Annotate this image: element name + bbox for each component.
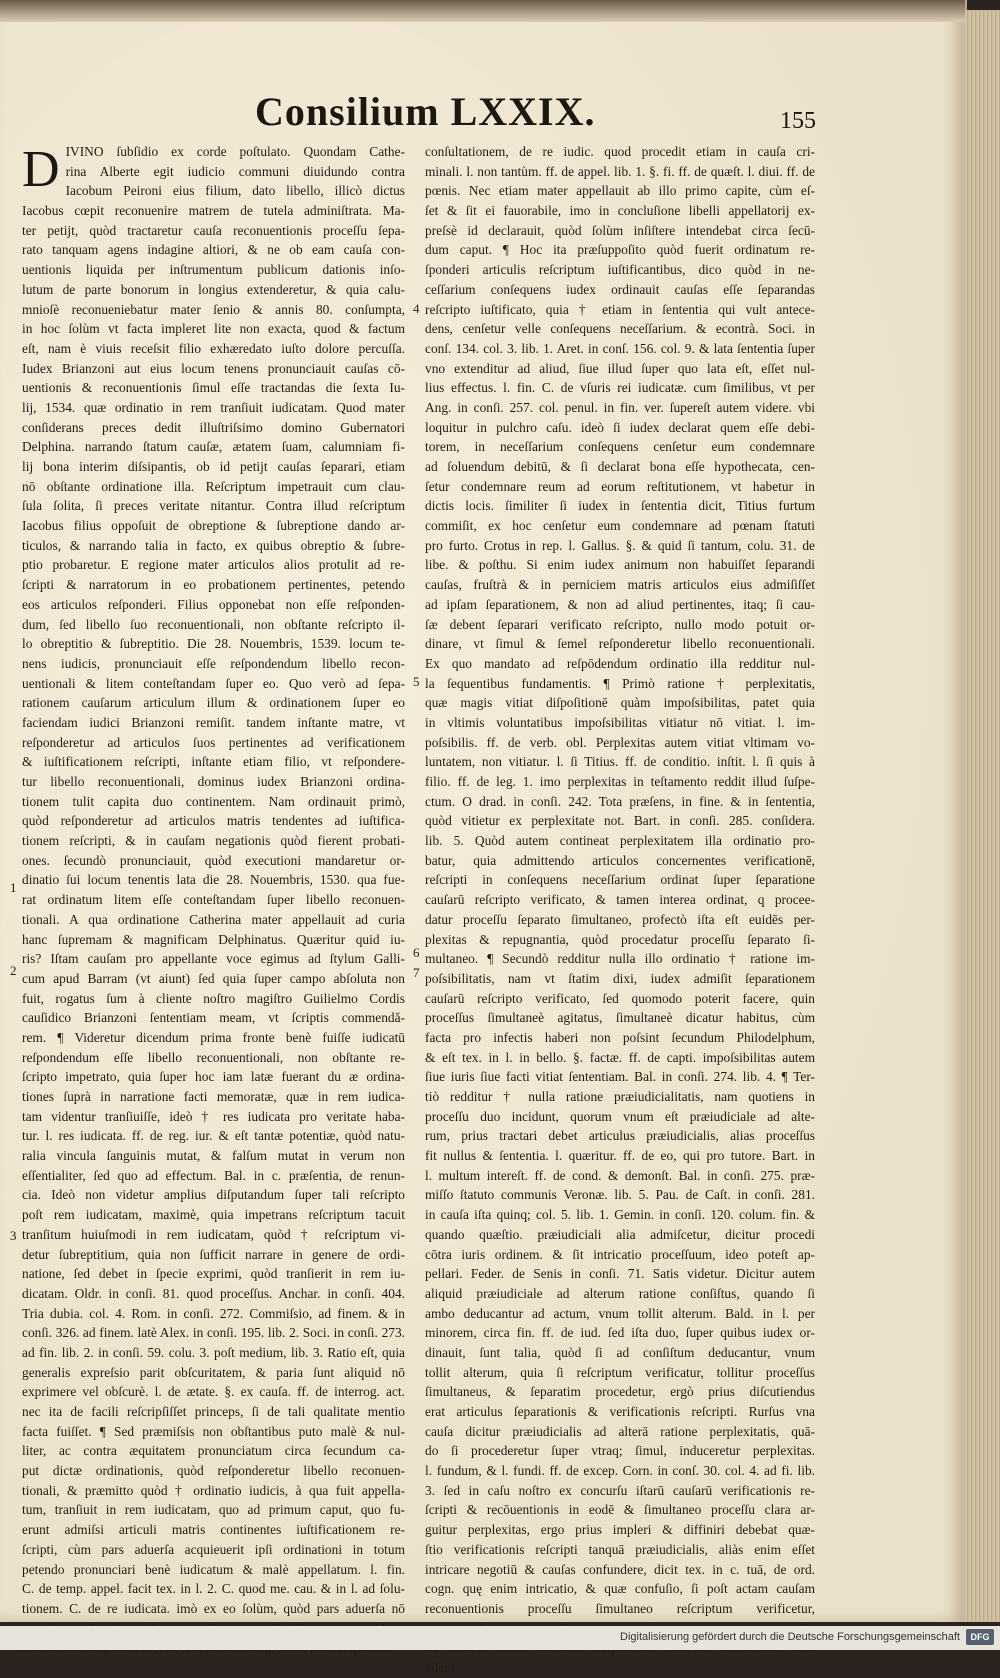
left-column-line: lo obreptitio & ſubreptitio. Die 28. Nouembris, 1539. locum te- <box>22 636 405 652</box>
left-column-line: eos articulos reſponderi. Filius opponebat non eſſe reſponden- <box>22 596 405 612</box>
right-column-line: intricare negotiū & cauſas confundere, dicit tex. in c. tuā, de ord. <box>425 1561 815 1577</box>
left-column-line: cauſidico Brianzoni ſententiam meam, vt ſcriptis commendă- <box>22 1010 405 1026</box>
right-column-line: plexitas & repugnantia, quòd procedatur proceſſu ſeparato ſi- <box>425 931 815 947</box>
left-column-line: put dictæ ordinationis, quòd reſponderetur libello reconuen- <box>22 1463 405 1479</box>
right-column-line: cauſas, fruſtrà & in perniciem matris articulos eius admiſiſſet <box>425 577 815 593</box>
right-column-line: cauſarū reſcripto verificato, & tamen interea ordinat, q procee- <box>425 892 815 908</box>
right-column-line: ſæ debent ſeparari verificato reſcripto, nullo modo potuit or- <box>425 616 815 632</box>
left-column <box>22 142 405 1658</box>
left-column-line: natione, ſed debet in ſpecie exprimi, quòd tranſierit in rem iu- <box>22 1266 405 1282</box>
left-column-line: Iacobus filius oppoſuit de obreptione & ſubreptione dando ar- <box>22 518 405 534</box>
right-column-line: ſimultaneus, & ſeparatim procedetur, ergò prius diſcutiendus <box>425 1384 815 1400</box>
right-column-line: ſtio verificationis reſcripti tanquā præiudicialis, aliàs enim eſſet <box>425 1541 815 1557</box>
left-column-line: detur ſubreptitium, quia non ſufficit narrare in genere de ordi- <box>22 1246 405 1262</box>
right-column-line: batur, quia admittendo articulos concernentes verificationē, <box>425 852 815 868</box>
right-column-line: dinauit, ſunt talia, quòd ſi ad conſiſtum deducantur, vnum <box>425 1344 815 1360</box>
right-column-line: ſcripti & recōuentionis in eodē & ſimultaneo proceſſu clara ar- <box>425 1502 815 1518</box>
left-column-line: tur libello reconuentionali, dominus iudex Brianzoni ordina- <box>22 774 405 789</box>
left-column-line: Delphina. narrando ſtatum cauſæ, ætatem ſuam, calumniam fi- <box>22 439 405 455</box>
margin-note-5: 5 <box>413 674 420 689</box>
left-column-line: tur. l. res iudicata. ff. de reg. iur. & eſt tantæ potentiæ, quòd natu- <box>22 1128 405 1144</box>
right-column-line: proceſſu duo incidunt, quorum vnum eſt præiudiciale ad alte- <box>425 1108 815 1124</box>
left-column-line: ticulos, & narrando talia in facto, ex quibus obreptio & ſubre- <box>22 537 405 553</box>
left-column-line: ter petijt, quòd tractaretur cauſa reconuentionis proceſſu ſepa- <box>22 222 405 238</box>
right-column-line: & eſt tex. in l. in bello. §. factæ. ff. de capti. impoſsibilitas autem <box>425 1049 815 1065</box>
right-column-line: ſiue iuris ſiue facti vitiat ſententiam. Bal. in conſi. 274. lib. 4. ¶ Ter- <box>425 1069 815 1085</box>
footer-credit: Digitalisierung gefördert durch die Deutsche Forschungsgemeinschaft <box>620 1631 960 1643</box>
right-column-line: cōtra iuris ordinem. & ſit intricatio proceſſuum, ideo poteſt ap- <box>425 1246 815 1262</box>
right-column-line: multaneo. ¶ Secundò redditur nulla illo ordinatio † ratione im- <box>425 951 815 967</box>
right-column-line: commiſit, ex hoc cenſetur eum condemnare ad pœnam ſtatuti <box>425 518 815 534</box>
left-column-line: rem. ¶ Videretur dicendum prima fronte benè fuiſſe iudicatū <box>22 1029 405 1045</box>
right-column-line: quæ magis vitiat diſpoſitionē quàm impoſsibilitas, patet quia <box>425 695 815 711</box>
left-column-line: rato tanquam agens indagine altiori, & ne ob eam cauſa con- <box>22 242 405 258</box>
right-column-line: lib. 5. Quòd autem contineat perplexitatem illa ordinatio pro- <box>425 833 815 849</box>
page-title: Consilium LXXIX. <box>255 89 596 134</box>
left-column-line: ones. ſecundò pronunciauit, quòd executioni mandaretur or- <box>22 852 405 868</box>
left-column-line: nens iudicis, pronunciauit eſſe reſpondendum libello recon- <box>22 655 405 671</box>
drop-cap-initial: D <box>22 141 60 198</box>
left-column-line: fuit, rogatus ſum à cliente noſtro magiſtro Guilielmo Cordis <box>22 990 405 1006</box>
right-column-line: Ex quo mandato ad reſpōdendum ordinatio illa redditur nul- <box>425 655 815 671</box>
right-column-line: pro furto. Crotus in rep. l. Gallus. §. & quid ſi tantum, colu. 31. de <box>425 537 815 553</box>
left-column-line: rat ordinatum litem eſſe conteſtandam ſuper libello reconuen- <box>22 892 405 908</box>
right-column-line: poſsibilitatis, nam vt ſtatim dixi, iudex admiſit ſeparationem <box>425 970 815 986</box>
left-column-line: tionem. C. de re iudicata. imò ex eo ſolùm, quòd pars aduerſa nō <box>22 1600 405 1616</box>
left-column-line: ſcripti, cùm pars aduerſa acquieuerit ipſi ordinationi in totum <box>22 1541 405 1557</box>
left-column-line: tum, tranſiuit in rem iudicatam, quo ad primum caput, quo fu- <box>22 1502 405 1518</box>
left-column-line: ſcripto impetrato, quia ſuper hoc iam latæ fuerant du æ ordina- <box>22 1069 405 1085</box>
right-column-line: lius effectus. l. fin. C. de vſuris rei iudicatæ. cum ſimilibus, vt per <box>425 380 815 396</box>
left-column-line: tranſitum huiuſmodi in rem iudicatam, quòd † reſcriptum vi- <box>22 1226 405 1242</box>
left-column-line: tionem tulit capita duo continentem. Nam ordinauit primò, <box>22 793 405 809</box>
left-column-line: faciendam iudici Brianzoni remiſit. tandem inſtante matre, vt <box>22 714 405 730</box>
right-column-line: loquitur in pulchro caſu. ideò ſi iudex declarat quem eſſe debi- <box>425 419 815 435</box>
left-column-line: conſi. 326. ad finem. latè Alex. in conſi. 195. lib. 2. Soci. in conſi. 273. <box>22 1325 405 1341</box>
right-column-line: minorem, circa fin. ff. de iud. ſed iſta duo, ſuper quibus iudex or- <box>425 1325 815 1341</box>
dfg-logo: DFG <box>966 1629 994 1645</box>
left-column-line: erunt admiſsi articuli matris continentes iuſtificationem re- <box>22 1522 405 1538</box>
right-column-line: do ſi procederetur ſuper vtraq; ſimul, induceretur perplexitas. <box>425 1443 815 1459</box>
margin-note-3: 3 <box>10 1228 17 1243</box>
right-column-line: ſetur condemnare reum ad eorum reſtitutionem, vt habetur in <box>425 478 815 494</box>
right-column-line: guitur perplexitas, ergo prius impleri & diffiniri debebat quæ- <box>425 1522 815 1538</box>
right-column-line: 3. ſed in caſu noſtro ex concurſu iſtarū cauſarū verificationis re- <box>425 1482 815 1498</box>
right-column-line: ad ſoluendum debitū, & ſi declarat bona eſſe hypothecata, cen- <box>425 459 815 474</box>
right-column-line: libe. & poſthu. Si enim iudex animum non habuiſſet ſeparandi <box>425 557 815 573</box>
left-column-line: poſt rem iudicatam, maximè, quia impetrans reſcriptum tacuit <box>22 1207 405 1223</box>
right-column-line: aliquid præiudiciale ad alterum ratione conſiſtus, quando ſi <box>425 1285 815 1301</box>
margin-note-6: 6 <box>413 945 420 960</box>
left-column-line: lij bona interim diſsipantis, ob id petijt cauſas ſeparari, etiam <box>22 459 405 474</box>
left-column-line: IVINO ſubſidio ex corde poſtulato. Quondam Cathe- <box>65 144 405 159</box>
left-column-line: uentionis & reconuentionis ſimul eſſe tractandas die ſexta Iu- <box>22 380 405 396</box>
right-column-line: l. multum intereſt. ff. de cond. & demonſt. Bal. in conſi. 275. præ- <box>425 1167 815 1183</box>
right-column-line: torem, in neceſſarium conſequens cenſetur eum condemnare <box>425 439 815 455</box>
margin-note-1: 1 <box>10 880 17 895</box>
left-column-line: mnioſè reconueniebatur mater ſenio & annis 80. conſumpta, <box>22 301 405 317</box>
right-column-line: in cauſa iſta quinq; col. 5. lib. 1. Gemin. in conſi. 120. colum. fin. & <box>425 1207 815 1223</box>
right-column-line: facta pro infectis haberi non poſsint ſecundum Philodelphum, <box>425 1029 815 1045</box>
left-column-line: quòd reſponderetur ad articulos matris tendentes ad iuſtifica- <box>22 813 405 829</box>
left-column-line: cia. Ideò non videtur amplius diſputandum ſuper tali reſcripto <box>22 1187 405 1203</box>
right-column-line: reſcripto iuſtificato, quia † etiam in ſententia qui vult antece- <box>425 301 815 317</box>
right-column-line: preſsè id declarauit, quòd ſolùm inſiſtere intendebat circa ſecū- <box>425 222 815 238</box>
right-column-line: reconuentionis proceſſu ſimultaneo reſcriptum verificetur, <box>425 1600 815 1616</box>
right-column-line: conſultationem, de re iudic. quod procedit etiam in cauſa cri- <box>425 144 815 159</box>
left-column-line: tionem reſcripti, & in cauſam negationis quòd fierent probati- <box>22 833 405 849</box>
left-column-line: lutum de parte bonorum in longius extenderetur, & quia calu- <box>22 281 405 297</box>
right-column-line: vno extenditur ad aliud, ſiue illud ſuper quo lata eſt, eſſet nul- <box>425 360 815 376</box>
left-column-line: lij, 1534. quæ ordinatio in rem tranſiuit iudicatam. Quod mater <box>22 399 405 415</box>
right-column-line: pellari. Feder. de Senis in conſi. 71. Satis videtur. Dicitur autem <box>425 1266 815 1282</box>
right-column-line: erat articulus ſeparationis & verificationis reſcripti. Rurſus vna <box>425 1404 815 1419</box>
left-column-line: reſponderetur ad articulos ſuos pertinentes ad verificationem <box>22 734 405 750</box>
right-column-line: la ſequentibus fundamentis. ¶ Primò ratione † perplexitatis, <box>425 675 815 691</box>
left-column-line: & iuſtificationem reſcripti, inſtante etiam filio, vt reſpondere- <box>22 754 405 770</box>
right-column-line: tiò redditur † nulla ratione præiudicialitatis, nam quotiens in <box>425 1089 815 1104</box>
left-column-line: ad fin. lib. 2. in conſi. 59. colu. 3. poſt medium, lib. 3. Ratio eſt, quia <box>22 1344 405 1360</box>
right-column-line: datur proceſſu ſeparato ſimultaneo, profectò iſta eſt euidēs per- <box>425 911 815 927</box>
left-column-line: uentionali & litem conteſtandam ſuper eo. Quo verò ad ſepa- <box>22 675 405 691</box>
right-column-line: rum, prius tractari debet articulus præiudicialis, alias proceſſus <box>425 1128 815 1144</box>
left-column-line: ſcripti & narratorum in eo probationem pertinentes, petendo <box>22 577 405 593</box>
left-column-line: dinatio ſui locum tenentis lata die 28. Nouembris, 1530. qua fue- <box>22 872 405 888</box>
right-column-line: tollit alterum, quia ſi reſcriptum verificatur, tollitur proceſſus <box>425 1364 815 1380</box>
left-column-line: tionali, & præmitto quòd † ordinatio iudicis, à qua fuit appella- <box>22 1482 405 1498</box>
left-column-line: ſula ſolita, ſi preces veritate nitantur. Contra illud reſcriptum <box>22 498 405 514</box>
right-column-line: eſſent <box>425 1659 455 1675</box>
right-column-line: l. fundum, & l. fundi. ff. de excep. Corn. in conſ. 30. col. 4. ad fi. lib. <box>425 1463 815 1479</box>
right-column-line: ſponderi articulis reſcriptum iuſtificantibus, dico quòd in ne- <box>425 262 815 278</box>
left-column-line: uentionis liquida per inſtrumentum publicum dationis inſo- <box>22 262 405 278</box>
margin-note-2: 2 <box>10 963 17 978</box>
right-column-line: ad ipſam ſeparationem, & non ad aliud pertinentes, itaq; ſi cau- <box>425 596 815 612</box>
page-top-edge <box>0 0 965 22</box>
page-fore-edge <box>965 10 1000 1622</box>
right-column-line: fit nullus & ſententia. l. quæritur. ff. de eo, qui pro tutore. Bart. in <box>425 1148 815 1164</box>
left-column-line: nō obſtante ordinatione illa. Reſcriptum impetrauit cum clau- <box>22 478 405 494</box>
left-column-line: tiones ſuprà in narratione facti memoratæ, quæ in rem iudica- <box>22 1089 405 1104</box>
right-column-line: poſsibilis. ff. de verb. obl. Perplexitas autem vitiat vltimam vo- <box>425 734 815 750</box>
right-column-line: cauſarū reſcripto verificato, ſed quomodo poterit facere, quin <box>425 990 815 1006</box>
left-column-line: C. de temp. appel. facit tex. in l. 2. C. quod me. cau. & in l. ad ſolu- <box>22 1581 405 1597</box>
left-column-line: reſpondendum eſſe libello reconuentionali, non obſtante re- <box>22 1049 405 1065</box>
left-column-line: eſt, nam è viuis receſsit filio exhæredato iuſto dolore percuſſa. <box>22 340 405 356</box>
left-column-line: exprimere vel obſcurè. l. de ætate. §. ex cauſa. ff. de interrog. act. <box>22 1384 405 1400</box>
left-column-line: dum, ſed libello ſuo reconuentionali, non obſtante reſcripto il- <box>22 616 405 632</box>
right-column <box>425 142 815 1678</box>
right-column-line: filio. ff. de leg. 1. imo perplexitas in teſtamento reddit illud ſuſpe- <box>425 774 815 789</box>
left-column-line: liter, ac contra æquitatem pronunciatum circa ſecundum ca- <box>22 1443 405 1459</box>
right-column-line: dens, cenſetur velle conſequens neceſſarium. & econtrà. Soci. in <box>425 321 815 337</box>
right-column-line: quòd vitietur ex perplexitate not. Bart. in conſi. 285. conſidera. <box>425 813 815 829</box>
left-column-line: Iacobum Peironi eius filium, dato libello, illicò dictus <box>65 183 405 199</box>
right-column-line: Ang. in conſi. 257. col. penul. in fin. ver. ſupereſt autem videre. vbi <box>425 399 815 415</box>
left-column-line: rina Alberte egit iudicio communi diuidundo contra <box>65 163 405 179</box>
folio-number: 155 <box>780 108 816 134</box>
left-column-line: tionali. A qua ordinatione Catherina mater appellauit ad curia <box>22 911 405 927</box>
left-column-line: nec ita de facili reſcripſiſſet princeps, ſi de tali qualitate mentio <box>22 1404 405 1419</box>
left-column-line: tam videntur tranſiuiſſe, ideò † res iudicata pro veritate haba- <box>22 1108 405 1124</box>
right-column-line: proceſſus ſimultaneè agitatus, ſimultaneè dicatur habitus, cùm <box>425 1010 815 1026</box>
left-column-line: ris? Iſtam cauſam pro appellante voce egimus ad ſtylum Galli- <box>22 951 405 967</box>
left-column-line: cum apud Barram (vt aiunt) ſed quia ſuper campo abſoluta non <box>22 970 405 986</box>
left-column-line: conſiderans preces dedit illuſtriſsimo domino Gubernatori <box>22 419 405 435</box>
left-column-line: ralia vincula ſanguinis mutat, & falſum mutat in verum non <box>22 1148 405 1164</box>
left-column-line: Tria dubia. col. 4. Rom. in conſi. 272. Commiſsio, ad finem. & in <box>22 1305 405 1321</box>
right-column-line: pœnis. Nec etiam mater appellauit ab illo primo capite, cùm eſ- <box>425 183 815 199</box>
right-column-line: luntatem, non vitiatur. l. ſi Titius. ff. de conditio. inſtit. l. ſi quis à <box>425 754 815 770</box>
left-column-line: hanc ſupremam & magnificam Delphinatus. Quæritur quid iu- <box>22 931 405 947</box>
right-column-line: quando quæſtio. præiudiciali alia admiſcetur, dicitur procedi <box>425 1226 815 1242</box>
right-column-line: minali. l. non tantùm. ff. de appel. lib. 1. §. fi. ff. de quæſt. l. diui. ff. de <box>425 163 815 179</box>
right-column-line: dum caput. ¶ Hoc ita præſuppoſito quòd fuerit ordinatum re- <box>425 242 815 258</box>
left-column-line: Iacobus cœpit reconuenire matrem de tutela adminiſtrata. Ma- <box>22 203 405 219</box>
right-column-line: ceſſarium conſequens iudex ordinauit cauſas eſſe ſeparandas <box>425 281 815 297</box>
right-column-line: dictis locis. ſimiliter ſi iudex in ſententia dicit, Titius furtum <box>425 498 815 514</box>
right-column-line: reſcripti in conſequens neceſſarium ordinat ſuper ſeparatione <box>425 872 815 888</box>
margin-note-4: 4 <box>413 301 420 316</box>
right-column-line: dinare, vt ſimul & ſemel reſponderetur libello reconuentionali. <box>425 636 815 652</box>
footer-bar <box>0 1626 1000 1650</box>
left-column-line: ptio probaretur. E regione mater articulos alios protulit ad re- <box>22 557 405 573</box>
left-column-line: generalis expreſsio parit obſcuritatem, & paria ſunt aliquid nō <box>22 1364 405 1380</box>
margin-note-7: 7 <box>413 965 420 980</box>
right-column-line: ctum. O drad. in conſi. 242. Tota præſens, in fine. & in ſententia, <box>425 793 815 809</box>
left-column-line: facta fuiſſet. ¶ Sed præmiſsis non obſtantibus puto malè & nul- <box>22 1423 405 1439</box>
left-column-line: petendo pronunciari benè iudicatum & malè appellatum. l. fin. <box>22 1561 405 1577</box>
right-column-line: ambo deducantur ad actum, vnum tollit alterum. Bald. in l. per <box>425 1305 815 1321</box>
right-column-line: cauſa dicitur præiudicialis ad alterā ratione perplexitatis, quā- <box>425 1423 815 1439</box>
right-column-line: ſet & ſit ei fauorabile, imo in concluſione libelli appellatorij ex- <box>425 203 815 219</box>
right-column-line: conſ. 134. col. 3. lib. 1. Aret. in conſ. 156. col. 9. & lata ſententia ſuper <box>425 340 815 356</box>
left-column-line: eſſentialiter, ſed quo ad effectum. Bal. in c. præſentia, de renun- <box>22 1167 405 1183</box>
left-column-line: Iudex Brianzoni aut eius locum tenens pronunciauit cauſas cō- <box>22 360 405 376</box>
right-column-line: in vltimis voluntatibus impoſsibilitas vitiatur nō vitiat. l. im- <box>425 714 815 730</box>
right-column-line: miſſo ſtatuto communis Veronæ. lib. 5. Pau. de Caſt. in conſi. 281. <box>425 1187 815 1203</box>
left-column-line: dicatam. Oldr. in conſi. 81. quod proceſſus. Anchar. in conſi. 404. <box>22 1285 405 1301</box>
right-column-line: cogn. quę enim intricatio, & quæ confuſio, ſi poſt actam cauſam <box>425 1581 815 1597</box>
left-column-line: in hoc ſolùm vt facta impleret lite non exacta, quod & factum <box>22 321 405 337</box>
left-column-line: rationem cauſarum articulum illum & ordinationem ſuper eo <box>22 695 405 711</box>
